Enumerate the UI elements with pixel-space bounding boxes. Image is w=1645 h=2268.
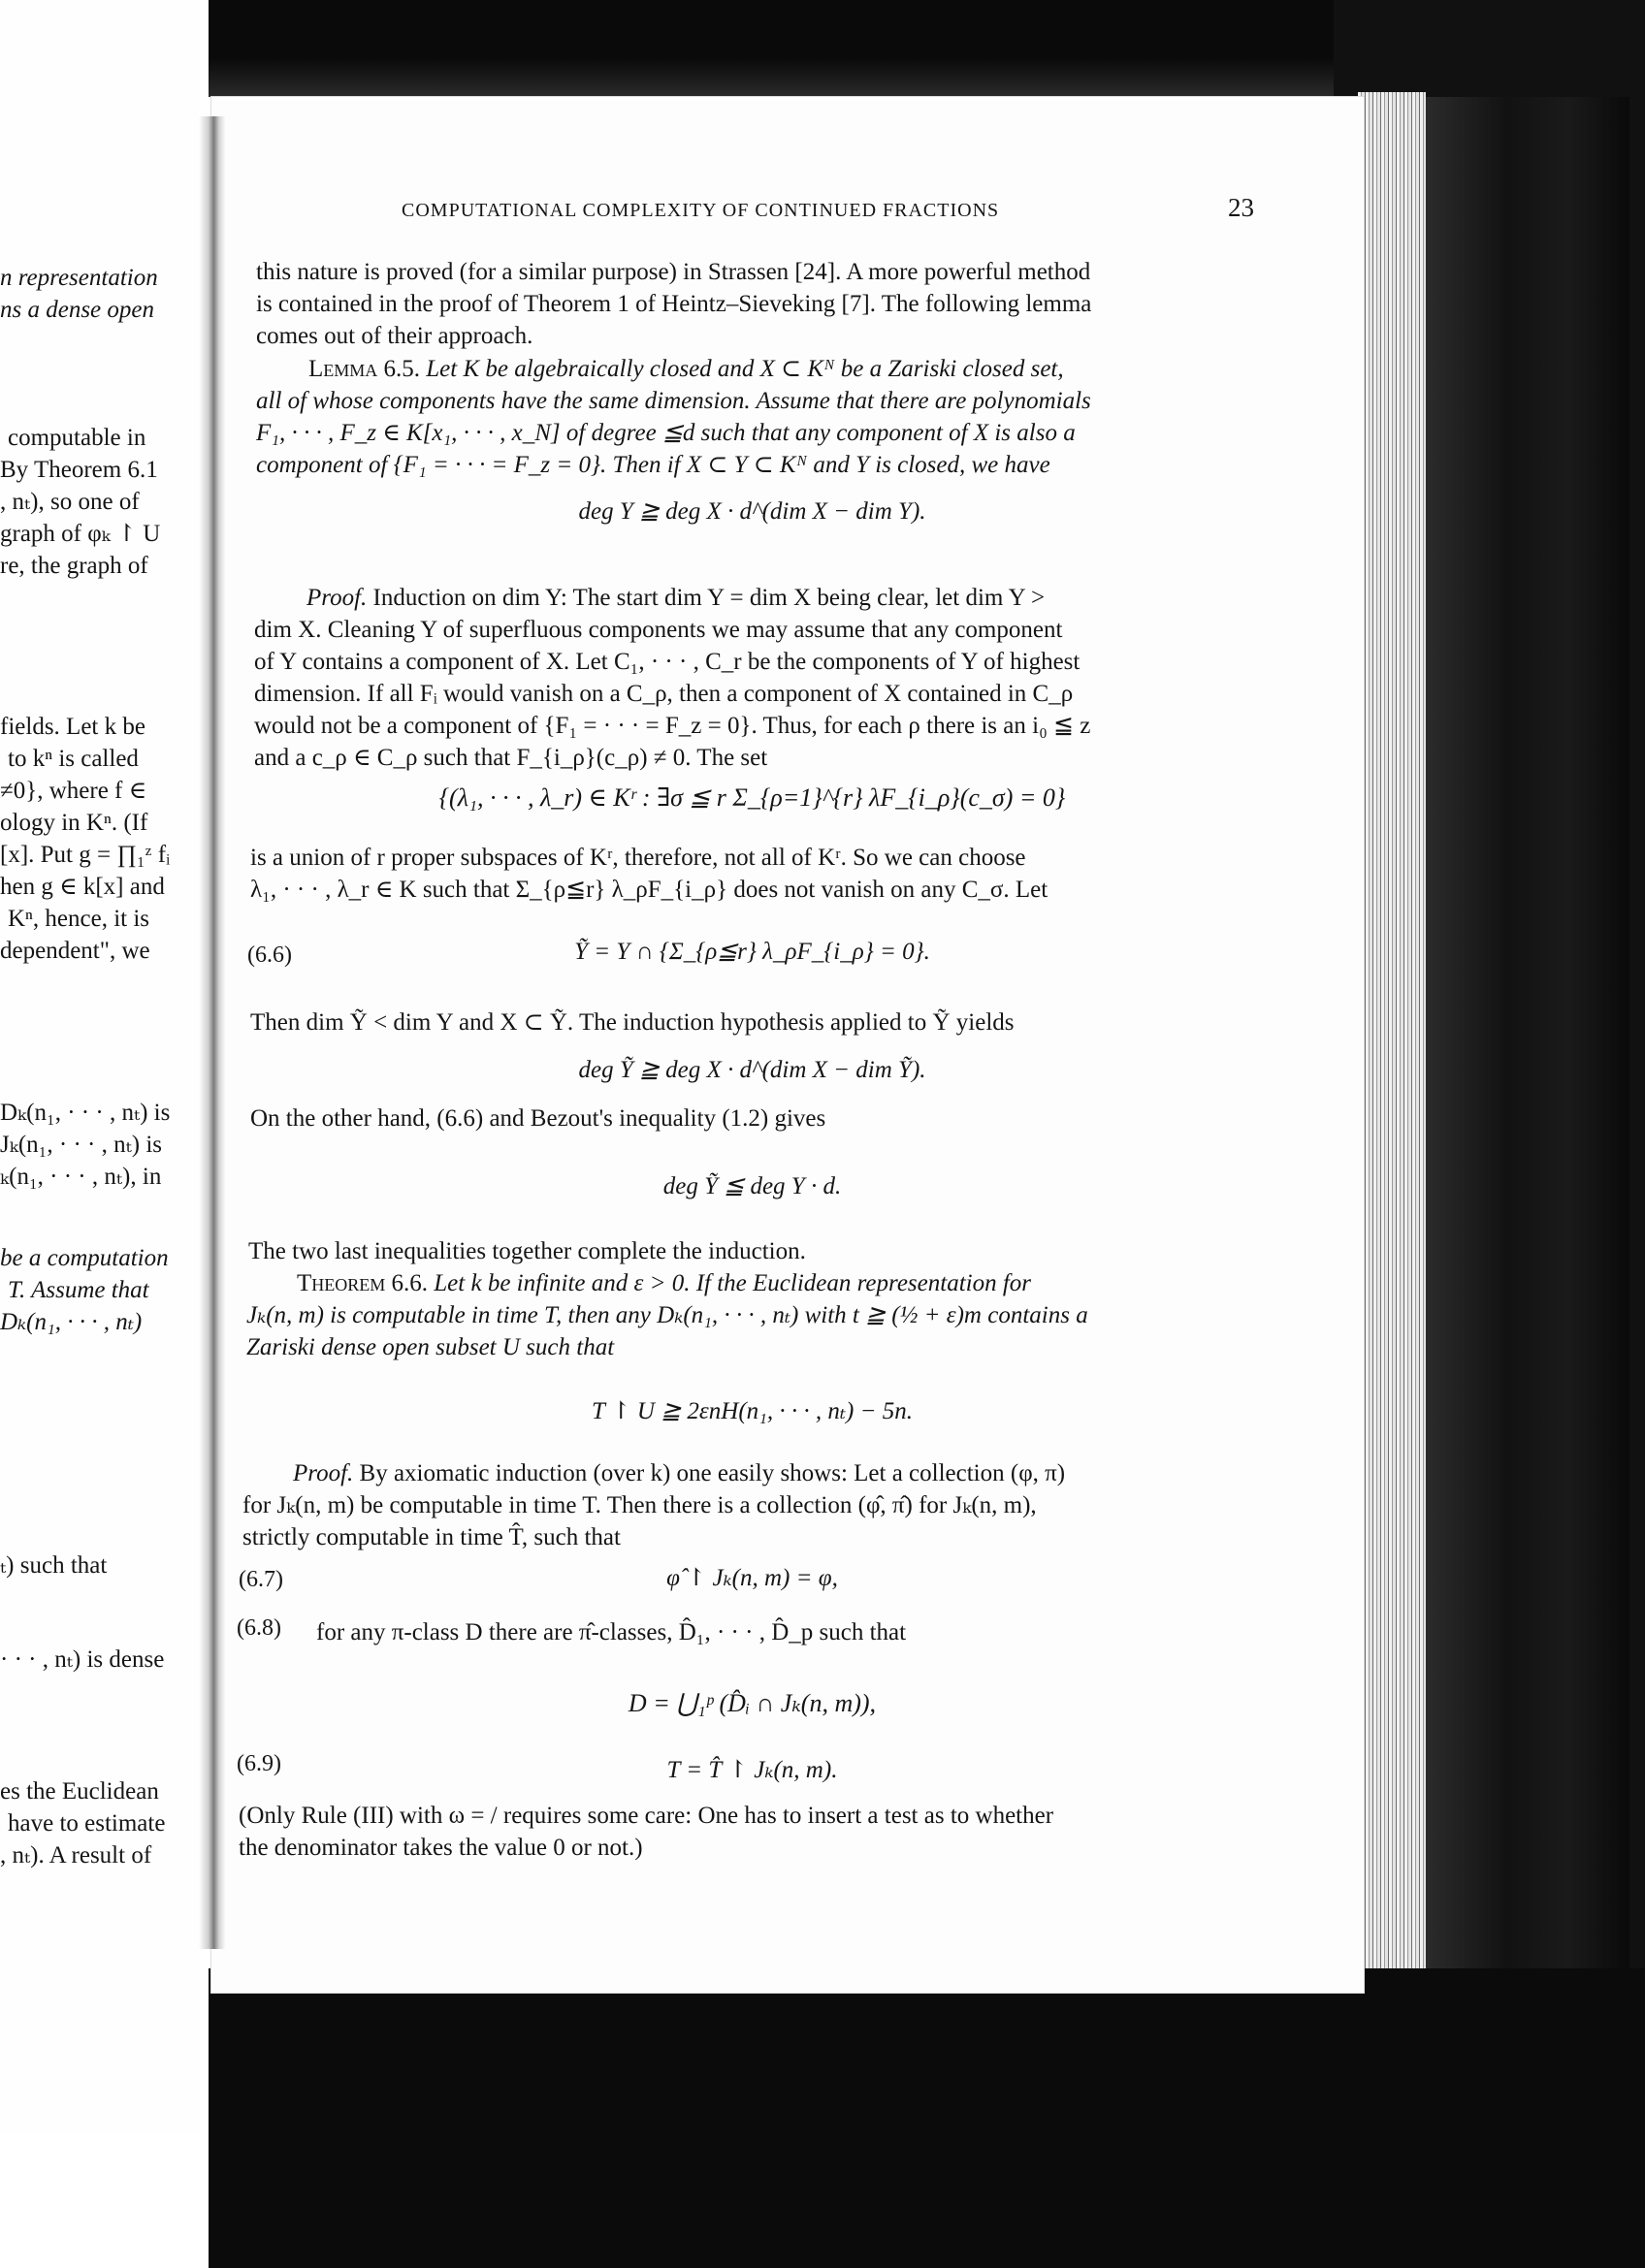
- left-line: have to estimate: [8, 1810, 166, 1837]
- left-line: ology in Kⁿ. (If: [0, 810, 148, 836]
- left-line: ≠0}, where f ∈: [0, 778, 147, 804]
- proof-line: λ₁, · · · , λ_r ∈ K such that Σ_{ρ≦r} λ_ρF_{i_ρ} does not vanish on any C_σ. Let: [250, 877, 1048, 903]
- body-line: is contained in the proof of Theorem 1 of Heintz–Sieveking [7]. The following lemma: [256, 291, 1092, 317]
- running-title: COMPUTATIONAL COMPLEXITY OF CONTINUED FRACTIONS: [402, 200, 1000, 221]
- proof-line: strictly computable in time T̂, such that: [242, 1524, 621, 1550]
- proof-line: dimension. If all Fᵢ would vanish on a C_ρ, then a component of X contained in C_ρ: [254, 681, 1074, 707]
- proof-line: is a union of r proper subspaces of Kʳ, therefore, not all of Kʳ. So we can choose: [250, 845, 1026, 871]
- left-line: , nₜ). A result of: [0, 1842, 152, 1869]
- equation-bezout: deg Ỹ ≦ deg Y · d.: [662, 1173, 842, 1199]
- left-line: · · · , nₜ) is dense: [0, 1646, 165, 1673]
- proof-label: Proof.: [293, 1460, 354, 1486]
- lemma-line: component of {F₁ = · · · = F_z = 0}. Then if X ⊂ Y ⊂ Kᴺ and Y is closed, we have: [256, 452, 1050, 478]
- left-line: to kⁿ is called: [8, 746, 139, 772]
- lemma-line: [308, 355, 1064, 384]
- left-line: [x]. Put g = ∏₁ᶻ fᵢ: [0, 842, 171, 868]
- left-line: dependent", we: [0, 938, 150, 964]
- theorem-label: Theorem 6.6.: [297, 1270, 429, 1296]
- equation-number: (6.9): [237, 1751, 281, 1776]
- left-line: Dₖ(n₁, · · · , nₜ): [0, 1309, 143, 1335]
- scan-background-top: [209, 0, 1372, 97]
- equation-6-8: for any π-class D there are π̂-classes, D̂₁, · · · , D̂_p such that: [316, 1619, 907, 1645]
- equation-6-9: T = T̂ ↾ Jₖ(n, m).: [666, 1757, 838, 1783]
- book-gutter: [199, 116, 226, 1949]
- left-line: re, the graph of: [0, 553, 148, 579]
- left-line: ns a dense open: [0, 297, 154, 323]
- proof-line: The two last inequalities together complete the induction.: [248, 1238, 806, 1264]
- proof-line: [293, 1459, 1065, 1488]
- left-line: be a computation: [0, 1245, 169, 1271]
- book-page-edges: [1358, 92, 1426, 1993]
- left-line: Kⁿ, hence, it is: [8, 906, 150, 932]
- left-line: , nₜ), so one of: [0, 489, 140, 515]
- lemma-line: F₁, · · · , F_z ∈ K[x₁, · · · , x_N] of degree ≦d such that any component of X is also a: [256, 420, 1076, 446]
- proof-line: and a c_ρ ∈ C_ρ such that F_{i_ρ}(c_ρ) ≠ 0. The set: [254, 745, 768, 771]
- proof-text: By axiomatic induction (over k) one easily shows: Let a collection (φ, π): [359, 1460, 1066, 1486]
- theorem-text: Let k be infinite and ε > 0. If the Euclidean representation for: [434, 1270, 1032, 1296]
- book-edge-shadow: [1426, 97, 1629, 1988]
- proof-line: would not be a component of {F₁ = · · · = F_z = 0}. Thus, for each ρ there is an i₀ ≦ z: [254, 713, 1091, 739]
- lemma-label: Lemma 6.5.: [308, 356, 421, 382]
- left-line: computable in: [8, 425, 146, 451]
- left-line: Jₖ(n₁, · · · , nₜ) is: [0, 1132, 163, 1158]
- body-line: the denominator takes the value 0 or not.): [239, 1835, 643, 1861]
- proof-line: of Y contains a component of X. Let C₁, · · · , C_r be the components of Y of highest: [254, 649, 1081, 675]
- theorem-line: Zariski dense open subset U such that: [246, 1334, 615, 1360]
- equation-number: (6.8): [237, 1615, 281, 1641]
- proof-line: dim X. Cleaning Y of superfluous components we may assume that any component: [254, 617, 1063, 643]
- equation-6-7: φ̂ ↾ Jₖ(n, m) = φ,: [666, 1565, 838, 1591]
- lemma-line: all of whose components have the same dimension. Assume that there are polynomials: [256, 388, 1091, 414]
- theorem-line: [297, 1269, 1031, 1298]
- equation-6-6: Ỹ = Y ∩ {Σ_{ρ≦r} λ_ρF_{i_ρ} = 0}.: [574, 939, 930, 965]
- proof-text: Induction on dim Y: The start dim Y = dim X being clear, let dim Y >: [372, 585, 1046, 611]
- lemma-text: Let K be algebraically closed and X ⊂ Kᴺ be a Zariski closed set,: [426, 356, 1064, 382]
- body-line: (Only Rule (III) with ω = / requires some care: One has to insert a test as to whether: [239, 1803, 1054, 1829]
- proof-line: Then dim Ỹ < dim Y and X ⊂ Ỹ. The induction hypothesis applied to Ỹ yields: [250, 1009, 1015, 1036]
- equation-theorem: T ↾ U ≧ 2εnH(n₁, · · · , nₜ) − 5n.: [592, 1398, 913, 1424]
- proof-line: for Jₖ(n, m) be computable in time T. Then there is a collection (φ̂, π̂) for Jₖ(n, m),: [242, 1492, 1037, 1518]
- theorem-line: Jₖ(n, m) is computable in time T, then any Dₖ(n₁, · · · , nₜ) with t ≧ (½ + ε)m contains a: [246, 1302, 1088, 1328]
- equation-lemma: deg Y ≧ deg X · d^(dim X − dim Y).: [578, 498, 926, 525]
- left-line: By Theorem 6.1: [0, 457, 158, 483]
- left-line: ₖ(n₁, · · · , nₜ), in: [0, 1164, 162, 1190]
- left-line: graph of φₖ ↾ U: [0, 521, 161, 547]
- equation-6-8b: D = ⋃₁ᵖ (D̂ᵢ ∩ Jₖ(n, m)),: [628, 1689, 877, 1717]
- left-line: Dₖ(n₁, · · · , nₜ) is: [0, 1100, 171, 1126]
- equation-set: {(λ₁, · · · , λ_r) ∈ Kʳ : ∃σ ≦ r Σ_{ρ=1}^{r} λF_{i_ρ}(c_σ) = 0}: [438, 783, 1066, 812]
- left-line: fields. Let k be: [0, 714, 145, 740]
- proof-line: [306, 584, 1045, 613]
- body-line: comes out of their approach.: [256, 323, 533, 349]
- scan-background-bottom: [209, 1968, 1645, 2268]
- left-line: hen g ∈ k[x] and: [0, 874, 165, 900]
- proof-label: Proof.: [306, 585, 368, 611]
- left-line: ₜ) such that: [0, 1552, 108, 1579]
- body-line: this nature is proved (for a similar purpose) in Strassen [24]. A more powerful method: [256, 259, 1091, 285]
- left-line: es the Euclidean: [0, 1778, 159, 1805]
- left-line: T. Assume that: [8, 1277, 149, 1303]
- equation-induction: deg Ỹ ≧ deg X · d^(dim X − dim Ỹ).: [578, 1057, 926, 1083]
- page-number: 23: [1228, 193, 1254, 222]
- equation-number: (6.6): [247, 942, 292, 968]
- proof-line: On the other hand, (6.6) and Bezout's inequality (1.2) gives: [250, 1105, 826, 1132]
- left-line: n representation: [0, 265, 158, 291]
- equation-number: (6.7): [239, 1567, 283, 1592]
